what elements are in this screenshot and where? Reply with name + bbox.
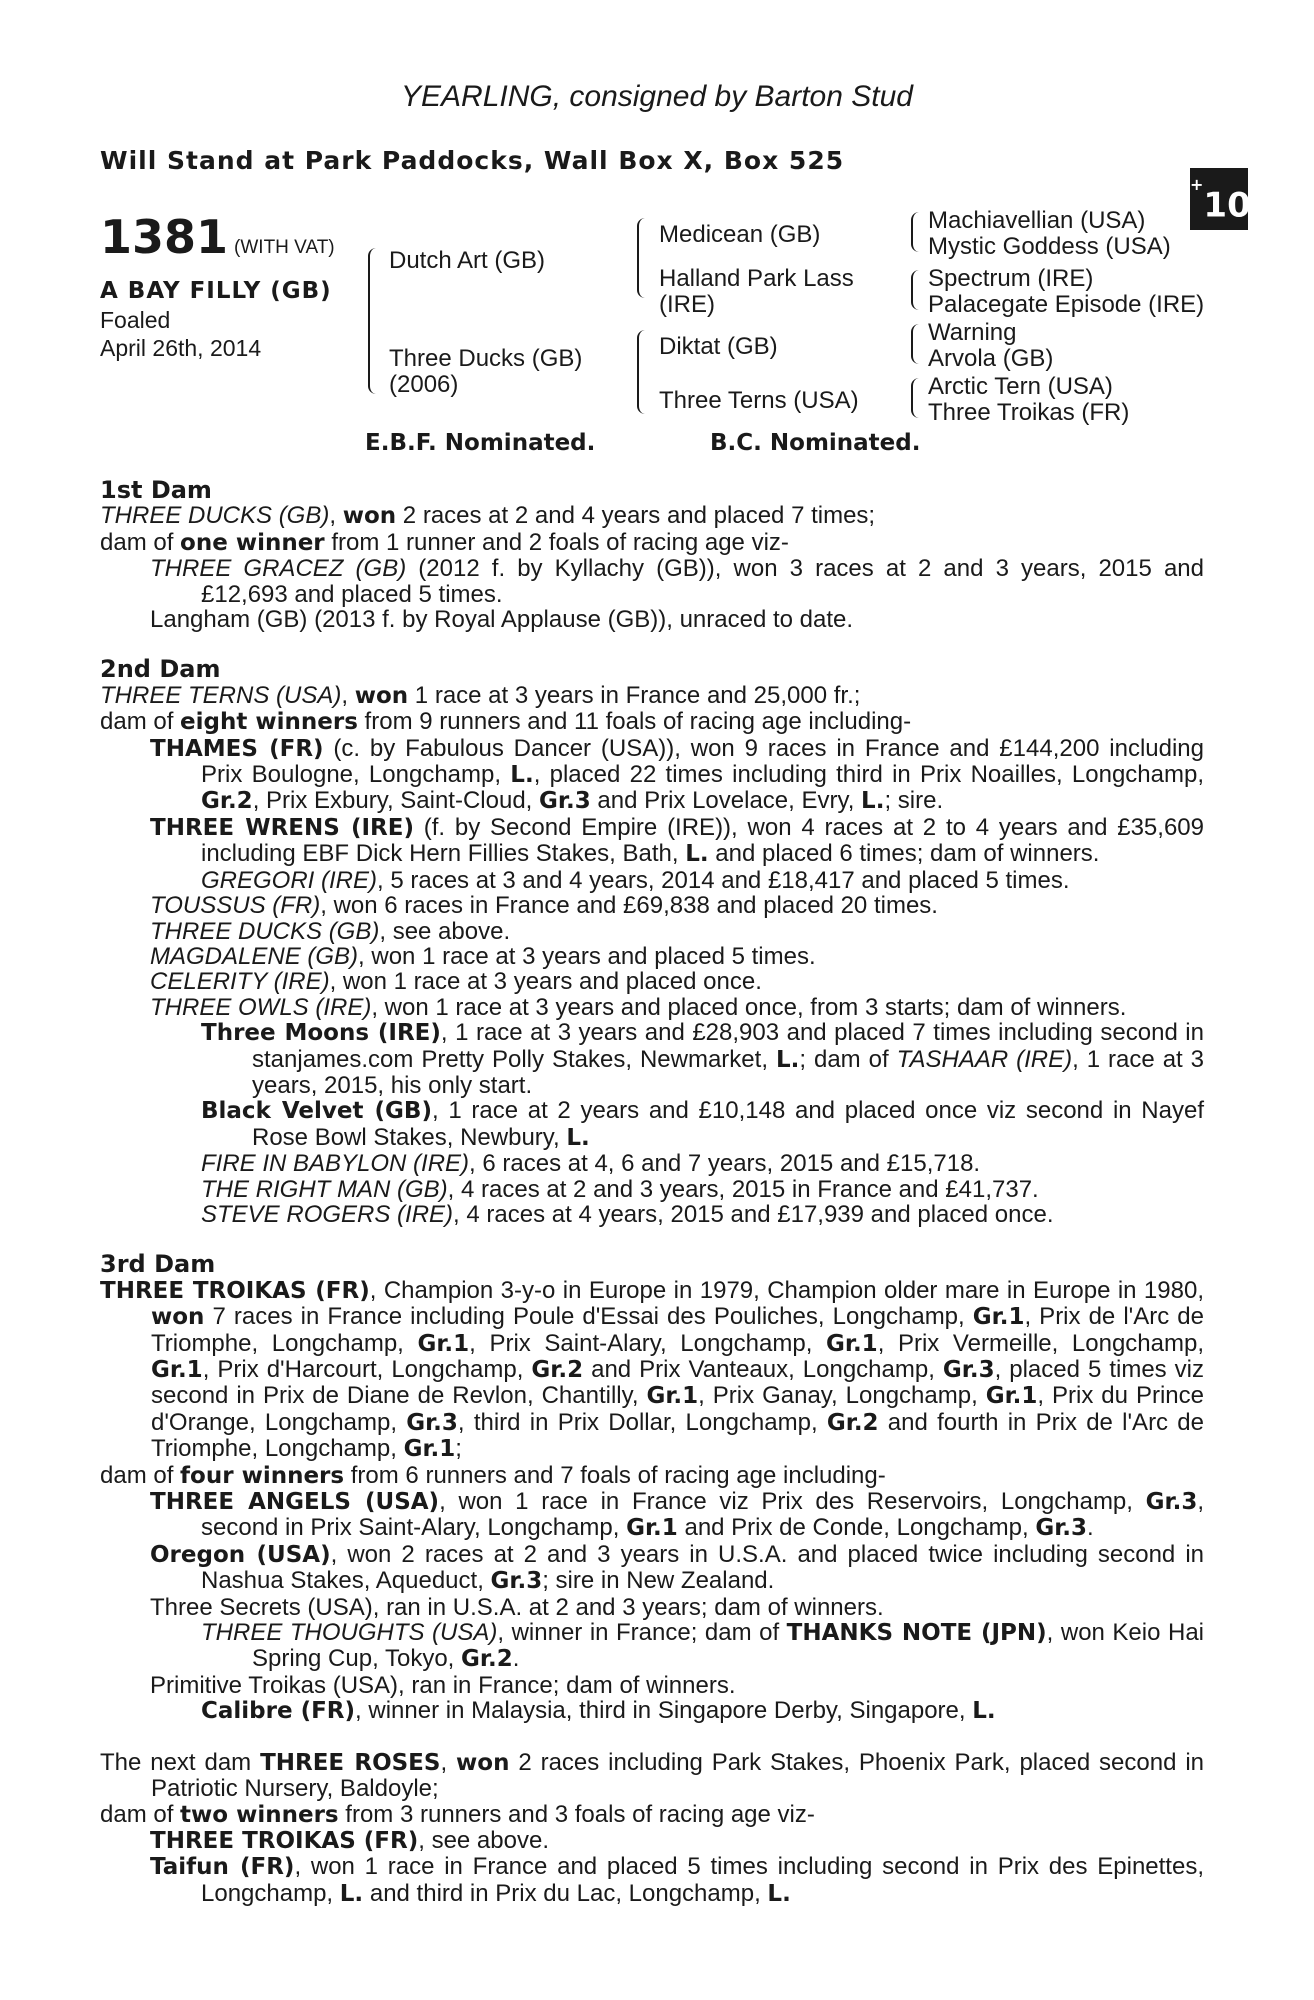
badge-plus: +: [1190, 175, 1204, 194]
lot-number: 1381: [100, 210, 229, 264]
pedigree-brace: [911, 324, 921, 364]
produce-entry: THREE TROIKAS (FR), see above.: [150, 1826, 549, 1854]
produce-entry: THREE DUCKS (GB), see above.: [150, 917, 511, 945]
pedigree-brace: [637, 330, 649, 414]
bc-nomination: B.C. Nominated.: [710, 430, 921, 456]
produce-entry: THREE ANGELS (USA), won 1 race in France viz Prix des Reservoirs, Longchamp, Gr.3, second in Prix Saint-Alary, Longchamp, Gr.1 and Prix de Conde, Longchamp, Gr.3.: [150, 1488, 1205, 1542]
produce-entry: Calibre (FR), winner in Malaysia, third in Singapore Derby, Singapore, L.: [201, 1697, 996, 1725]
produce-entry: STEVE ROGERS (IRE), 4 races at 4 years, 2015 and £17,939 and placed once.: [201, 1200, 1054, 1228]
pedigree-dam-dam: Three Terns (USA): [659, 387, 859, 414]
pedigree-dss: Warning: [928, 319, 1017, 346]
lot-number-line: [100, 210, 335, 264]
pedigree-brace: [911, 378, 921, 418]
pedigree-sire-dam: Halland Park Lass: [659, 265, 854, 292]
pedigree-ssd: Mystic Goddess (USA): [928, 233, 1171, 260]
produce-entry: Langham (GB) (2013 f. by Royal Applause (GB)), unraced to date.: [150, 606, 854, 634]
pedigree-sss: Machiavellian (USA): [928, 207, 1146, 234]
pedigree-sdd: Palacegate Episode (IRE): [928, 291, 1205, 318]
pedigree-dam-year: (2006): [389, 371, 459, 398]
produce-entry: THAMES (FR) (c. by Fabulous Dancer (USA)), won 9 races in France and £144,200 including Prix Boulogne, Longchamp, L., placed 22 times including third in Prix Noailles, Longchamp, Gr.2, Prix Exbury, Saint-Cloud, Gr.3 and Prix Lovelace, Evry, L.; sire.: [150, 734, 1204, 815]
pedigree-brace: [368, 248, 382, 394]
produce-entry: CELERITY (IRE), won 1 race at 3 years and placed once.: [150, 968, 762, 996]
pedigree-brace: [911, 270, 921, 310]
produce-entry: THREE OWLS (IRE), won 1 race at 3 years and placed once, from 3 starts; dam of winners.: [150, 993, 1127, 1021]
pedigree-sire-dam-country: (IRE): [659, 291, 715, 318]
produce-entry: THREE WRENS (IRE) (f. by Second Empire (IRE)), won 4 races at 2 to 4 years and £35,609 including EBF Dick Hern Fillies Stakes, Bath, L. and placed 6 times; dam of winners.: [150, 813, 1204, 868]
box-badge: [1190, 168, 1251, 230]
pedigree-sire-sire: Medicean (GB): [659, 221, 821, 248]
pedigree-sire: Dutch Art (GB): [389, 247, 546, 274]
produce-entry: Oregon (USA), won 2 races at 2 and 3 years in U.S.A. and placed twice including second in Nashua Stakes, Aqueduct, Gr.3; sire in New Zealand.: [150, 1540, 1204, 1595]
pedigree-dam: Three Ducks (GB): [389, 345, 583, 372]
horse-description: A BAY FILLY (GB): [100, 278, 332, 304]
foaled-info: [100, 306, 261, 362]
stand-location: Will Stand at Park Paddocks, Wall Box X, Box 525: [100, 146, 845, 175]
produce-entry: TOUSSUS (FR), won 6 races in France and £69,838 and placed 20 times.: [150, 892, 938, 920]
second-dam-produce-summary: dam of eight winners from 9 runners and 11 foals of racing age including-: [100, 708, 912, 736]
pedigree-ddd: Three Troikas (FR): [928, 399, 1130, 426]
foaled-label: Foaled: [100, 307, 171, 333]
dam-name: THREE DUCKS (GB): [100, 502, 330, 530]
third-dam-record: THREE TROIKAS (FR), Champion 3-y-o in Europe in 1979, Champion older mare in Europe in 1980, won 7 races in France including Poule d'Essai des Pouliches, Longchamp, Gr.1, Prix de l'Arc de Triomphe, Longchamp, Gr.1, Prix Saint-Alary, Longchamp, Gr.1, Prix Vermeille, Longchamp, Gr.1, Prix d'Harcourt, Longchamp, Gr.2 and Prix Vanteaux, Longchamp, Gr.3, placed 5 times viz second in Prix de Diane de Revlon, Chantilly, Gr.1, Prix Ganay, Longchamp, Gr.1, Prix du Prince d'Orange, Longchamp, Gr.3, third in Prix Dollar, Longchamp, Gr.2 and fourth in Prix de l'Arc de Triomphe, Longchamp, Gr.1;: [100, 1276, 1205, 1463]
first-dam-heading: 1st Dam: [100, 476, 212, 504]
produce-entry: THREE GRACEZ (GB) (2012 f. by Kyllachy (GB)), won 3 races at 2 and 3 years, 2015 and £12,693 and placed 5 times.: [150, 555, 1204, 608]
produce-entry: Black Velvet (GB), 1 race at 2 years and £10,148 and placed once viz second in Nayef Rose Bowl Stakes, Newbury, L.: [201, 1097, 1204, 1151]
vat-note: (WITH VAT): [234, 237, 335, 258]
produce-entry: GREGORI (IRE), 5 races at 3 and 4 years, 2014 and £18,417 and placed 5 times.: [201, 866, 1070, 894]
pedigree-dsd: Arvola (GB): [928, 345, 1054, 372]
produce-entry: THREE THOUGHTS (USA), winner in France; dam of THANKS NOTE (JPN), won Keio Hai Spring Cup, Tokyo, Gr.2.: [201, 1619, 1204, 1673]
page-header: YEARLING, consigned by Barton Stud: [401, 80, 913, 113]
second-dam-heading: 2nd Dam: [100, 655, 221, 684]
pedigree-brace: [637, 218, 649, 298]
badge-number: 10: [1203, 185, 1251, 226]
produce-entry: FIRE IN BABYLON (IRE), 6 races at 4, 6 and 7 years, 2015 and £15,718.: [201, 1150, 981, 1178]
pedigree-dam-sire: Diktat (GB): [659, 333, 778, 360]
foaled-date: April 26th, 2014: [100, 335, 262, 361]
catalogue-body: [100, 478, 1204, 1907]
produce-entry: Three Secrets (USA), ran in U.S.A. at 2 and 3 years; dam of winners.: [150, 1593, 884, 1621]
produce-entry: Primitive Troikas (USA), ran in France; dam of winners.: [150, 1671, 736, 1699]
second-dam-record: THREE TERNS (USA), won 1 race at 3 years in France and 25,000 fr.;: [100, 681, 861, 709]
next-dam-record: The next dam THREE ROSES, won 2 races including Park Stakes, Phoenix Park, placed second in Patriotic Nursery, Baldoyle;: [100, 1748, 1204, 1803]
pedigree-sds: Spectrum (IRE): [928, 265, 1094, 292]
produce-entry: MAGDALENE (GB), won 1 race at 3 years and placed 5 times.: [150, 942, 816, 970]
produce-entry: Three Moons (IRE), 1 race at 3 years and £28,903 and placed 7 times including second in stanjames.com Pretty Polly Stakes, Newmarket, L.; dam of TASHAAR (IRE), 1 race at 3 years, 2015, his only start.: [201, 1019, 1205, 1099]
first-dam-record: THREE DUCKS (GB), won 2 races at 2 and 4 years and placed 7 times;: [100, 502, 876, 530]
ebf-nomination: E.B.F. Nominated.: [365, 430, 596, 456]
third-dam-heading: 3rd Dam: [100, 1250, 216, 1279]
first-dam-produce-summary: dam of one winner from 1 runner and 2 foals of racing age viz-: [100, 528, 789, 556]
produce-entry: Taifun (FR), won 1 race in France and placed 5 times including second in Prix des Epinettes, Longchamp, L. and third in Prix du Lac, Longchamp, L.: [150, 1853, 1204, 1907]
produce-entry: THE RIGHT MAN (GB), 4 races at 2 and 3 years, 2015 in France and £41,737.: [201, 1175, 1039, 1203]
pedigree-dds: Arctic Tern (USA): [928, 373, 1113, 400]
next-dam-produce-summary: dam of two winners from 3 runners and 3 foals of racing age viz-: [100, 1800, 815, 1828]
pedigree-brace: [911, 212, 921, 252]
third-dam-produce-summary: dam of four winners from 6 runners and 7 foals of racing age including-: [100, 1461, 886, 1489]
